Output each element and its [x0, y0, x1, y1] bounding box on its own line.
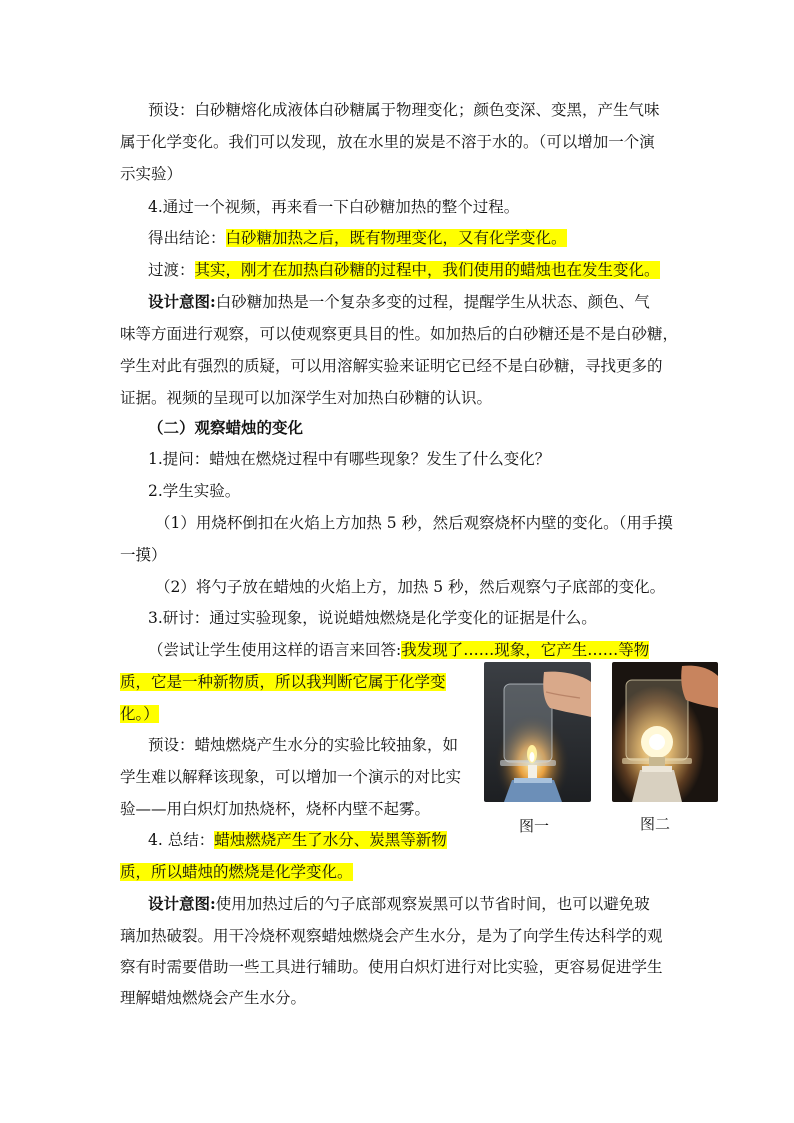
design-intent-label: 设计意图:	[148, 292, 216, 311]
candle-beaker-image	[484, 662, 591, 802]
paragraph-preset-line3: 示实验）	[120, 165, 183, 183]
summary-line2	[120, 861, 353, 883]
conclusion-highlight: 白砂糖加热之后，既有物理变化，又有化学变化。	[225, 229, 567, 247]
question-2: 2.学生实验。	[148, 482, 241, 500]
try-line2	[120, 671, 446, 693]
summary-prefix: 4. 总结：	[148, 831, 215, 849]
transition-prefix: 过渡：	[148, 261, 195, 279]
conclusion-line	[148, 227, 567, 249]
design-intent-2-line4: 理解蜡烛燃烧会产生水分。	[120, 989, 307, 1007]
figure-2-photo	[612, 662, 718, 802]
section-heading-candle: （二）观察蜡烛的变化	[148, 418, 304, 437]
design-intent-1-line3: 学生对此有强烈的质疑，可以用溶解实验来证明它已经不是白砂糖，寻找更多的	[120, 357, 663, 375]
summary-highlight-1: 蜡烛燃烧产生了水分、炭黑等新物	[214, 831, 447, 849]
summary-line1	[148, 829, 447, 851]
figure-1-caption: 图一	[519, 817, 550, 835]
try-highlight-1: 我发现了……现象，它产生……等物	[401, 641, 650, 659]
transition-line	[148, 259, 660, 281]
figure-2-caption: 图二	[640, 815, 671, 833]
figure-1-photo	[484, 662, 591, 802]
transition-highlight: 其实，刚才在加热白砂糖的过程中，我们使用的蜡烛也在发生变化。	[194, 261, 660, 279]
summary-highlight-2: 质，所以蜡烛的燃烧是化学变化。	[120, 863, 353, 881]
step-4-video: 4.通过一个视频，再来看一下白砂糖加热的整个过程。	[148, 198, 520, 216]
design-intent-2-label: 设计意图:	[148, 894, 216, 913]
experiment-2: （2）将勺子放在蜡烛的火焰上方，加热 5 秒，然后观察勺子底部的变化。	[155, 578, 666, 596]
paragraph-preset-line1: 预设：白砂糖熔化成液体白砂糖属于物理变化；颜色变深、变黑，产生气味	[148, 101, 660, 119]
experiment-1-line1: （1）用烧杯倒扣在火焰上方加热 5 秒，然后观察烧杯内壁的变化。（用手摸	[155, 514, 673, 532]
preset-2-line1: 预设：蜡烛燃烧产生水分的实验比较抽象，如	[148, 736, 459, 754]
try-highlight-2: 质，它是一种新物质，所以我判断它属于化学变	[120, 673, 446, 691]
design-intent-1-line4: 证据。视频的呈现可以加深学生对加热白砂糖的认识。	[120, 389, 493, 407]
try-line1	[148, 639, 649, 661]
paragraph-preset-line2: 属于化学变化。我们可以发现，放在水里的炭是不溶于水的。（可以增加一个演	[120, 133, 655, 151]
try-highlight-3: 化。）	[120, 705, 159, 723]
design-intent-1-line1	[148, 291, 650, 313]
design-intent-2-line1	[148, 893, 650, 915]
try-prefix: （尝试让学生使用这样的语言来回答:	[148, 641, 402, 659]
preset-2-line2: 学生难以解释该现象，可以增加一个演示的对比实	[120, 768, 462, 786]
preset-2-line3: 验——用白炽灯加热烧杯，烧杯内壁不起雾。	[120, 800, 431, 818]
experiment-1-line2: 一摸）	[120, 546, 167, 564]
design-intent-2-line3: 察有时需要借助一些工具进行辅助。使用白炽灯进行对比实验，更容易促进学生	[120, 958, 663, 976]
design-intent-1-line2: 味等方面进行观察，可以使观察更具目的性。如加热后的白砂糖还是不是白砂糖，	[120, 325, 679, 343]
question-1: 1.提问：蜡烛在燃烧过程中有哪些现象？发生了什么变化？	[148, 450, 551, 468]
conclusion-prefix: 得出结论：	[148, 229, 226, 247]
try-line3	[120, 703, 159, 725]
design-intent-1-text1: 白砂糖加热是一个复杂多变的过程，提醒学生从状态、颜色、气	[215, 293, 650, 311]
design-intent-2-line2: 璃加热破裂。用干冷烧杯观察蜡烛燃烧会产生水分，是为了向学生传达科学的观	[120, 927, 663, 945]
lightbulb-beaker-image	[612, 662, 718, 802]
design-intent-2-text1: 使用加热过后的勺子底部观察炭黑可以节省时间，也可以避免玻	[215, 895, 650, 913]
question-3: 3.研讨：通过实验现象，说说蜡烛燃烧是化学变化的证据是什么。	[148, 609, 597, 627]
